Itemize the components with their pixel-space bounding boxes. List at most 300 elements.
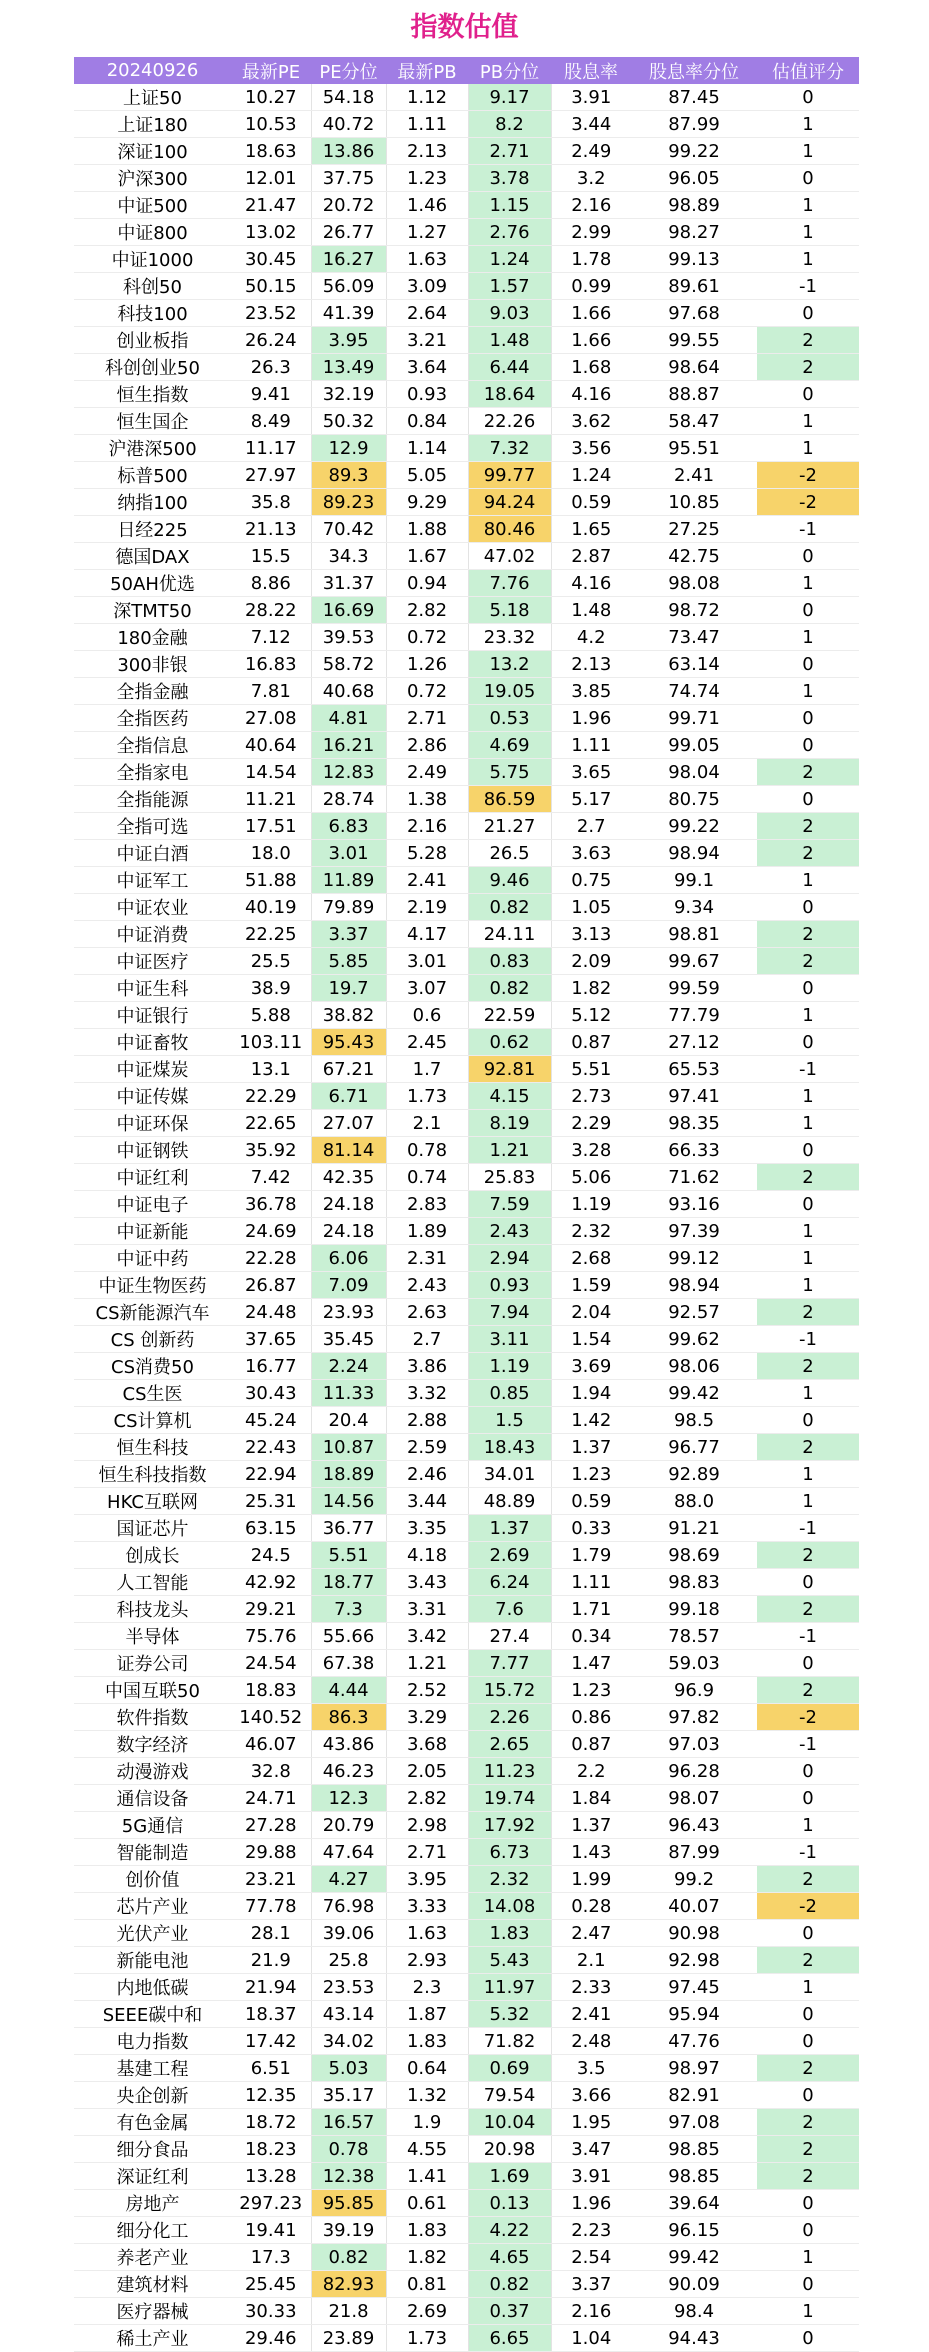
pb-percentile: 19.74 <box>468 1785 551 1812</box>
dividend-percentile: 90.09 <box>631 2271 757 2298</box>
pb-percentile: 2.69 <box>468 1542 551 1569</box>
index-name: 证券公司 <box>74 1650 231 1677</box>
pe-value: 30.43 <box>231 1380 311 1407</box>
dividend-yield: 1.42 <box>551 1407 631 1434</box>
index-name: 中证新能 <box>74 1218 231 1245</box>
pb-value: 5.05 <box>386 462 468 489</box>
pb-value: 2.86 <box>386 732 468 759</box>
index-name: 深证红利 <box>74 2163 231 2190</box>
valuation-score: 0 <box>757 1920 859 1947</box>
valuation-score: 2 <box>757 1866 859 1893</box>
pb-percentile: 11.97 <box>468 1974 551 2001</box>
index-name: 中证钢铁 <box>74 1137 231 1164</box>
dividend-percentile: 99.62 <box>631 1326 757 1353</box>
dividend-yield: 1.24 <box>551 462 631 489</box>
dividend-percentile: 97.03 <box>631 1731 757 1758</box>
pe-value: 17.42 <box>231 2028 311 2055</box>
pb-percentile: 6.73 <box>468 1839 551 1866</box>
pb-percentile: 1.48 <box>468 327 551 354</box>
pe-value: 35.8 <box>231 489 311 516</box>
pb-value: 3.31 <box>386 1596 468 1623</box>
pb-percentile: 47.02 <box>468 543 551 570</box>
valuation-score: 1 <box>757 246 859 273</box>
pe-percentile: 26.77 <box>311 219 386 246</box>
dividend-percentile: 92.98 <box>631 1947 757 1974</box>
pb-value: 3.09 <box>386 273 468 300</box>
pe-percentile: 36.77 <box>311 1515 386 1542</box>
table-row <box>74 1731 859 1758</box>
table-row <box>74 1893 859 1920</box>
table-row <box>74 867 859 894</box>
dividend-percentile: 98.85 <box>631 2163 757 2190</box>
pb-value: 1.14 <box>386 435 468 462</box>
index-name: 全指能源 <box>74 786 231 813</box>
pb-percentile: 22.26 <box>468 408 551 435</box>
pe-percentile: 43.14 <box>311 2001 386 2028</box>
page-title: 指数估值 <box>410 12 519 43</box>
pe-percentile: 5.03 <box>311 2055 386 2082</box>
pb-percentile: 0.62 <box>468 1029 551 1056</box>
dividend-yield: 5.51 <box>551 1056 631 1083</box>
valuation-score: 2 <box>757 1299 859 1326</box>
index-name: 全指医药 <box>74 705 231 732</box>
pb-percentile: 0.82 <box>468 894 551 921</box>
pb-value: 2.52 <box>386 1677 468 1704</box>
valuation-score: 1 <box>757 1974 859 2001</box>
pb-value: 2.41 <box>386 867 468 894</box>
pe-percentile: 23.93 <box>311 1299 386 1326</box>
dividend-percentile: 98.5 <box>631 1407 757 1434</box>
pb-percentile: 6.24 <box>468 1569 551 1596</box>
pe-value: 21.47 <box>231 192 311 219</box>
pb-percentile: 0.83 <box>468 948 551 975</box>
dividend-yield: 2.04 <box>551 1299 631 1326</box>
table-row <box>74 1569 859 1596</box>
dividend-yield: 1.04 <box>551 2325 631 2352</box>
table-row <box>74 2298 859 2325</box>
pb-percentile: 0.53 <box>468 705 551 732</box>
pe-value: 14.54 <box>231 759 311 786</box>
dividend-yield: 1.96 <box>551 705 631 732</box>
valuation-score: 2 <box>757 2163 859 2190</box>
pb-percentile: 1.57 <box>468 273 551 300</box>
dividend-yield: 5.06 <box>551 1164 631 1191</box>
dividend-percentile: 92.89 <box>631 1461 757 1488</box>
pe-value: 10.27 <box>231 84 311 111</box>
pb-percentile: 0.85 <box>468 1380 551 1407</box>
pe-value: 27.08 <box>231 705 311 732</box>
table-row <box>74 165 859 192</box>
pb-value: 3.32 <box>386 1380 468 1407</box>
pe-percentile: 21.8 <box>311 2298 386 2325</box>
dividend-yield: 2.68 <box>551 1245 631 1272</box>
index-name: SEEE碳中和 <box>74 2001 231 2028</box>
index-name: 180金融 <box>74 624 231 651</box>
pb-percentile: 4.69 <box>468 732 551 759</box>
dividend-yield: 2.41 <box>551 2001 631 2028</box>
pe-value: 8.86 <box>231 570 311 597</box>
dividend-yield: 5.17 <box>551 786 631 813</box>
pb-percentile: 15.72 <box>468 1677 551 1704</box>
index-name: CS生医 <box>74 1380 231 1407</box>
pe-value: 21.94 <box>231 1974 311 2001</box>
pb-percentile: 2.94 <box>468 1245 551 1272</box>
dividend-percentile: 27.12 <box>631 1029 757 1056</box>
pb-value: 0.64 <box>386 2055 468 2082</box>
pe-value: 50.15 <box>231 273 311 300</box>
index-name: 上证180 <box>74 111 231 138</box>
valuation-score: 0 <box>757 1137 859 1164</box>
header-dividend-percentile: 股息率分位 <box>631 57 757 84</box>
pe-percentile: 20.72 <box>311 192 386 219</box>
valuation-score: 0 <box>757 2028 859 2055</box>
pb-percentile: 6.44 <box>468 354 551 381</box>
valuation-score: 1 <box>757 138 859 165</box>
index-name: 深证100 <box>74 138 231 165</box>
pb-value: 3.64 <box>386 354 468 381</box>
pe-value: 26.24 <box>231 327 311 354</box>
pb-value: 2.19 <box>386 894 468 921</box>
index-name: 中证畜牧 <box>74 1029 231 1056</box>
pb-value: 1.12 <box>386 84 468 111</box>
pb-percentile: 7.59 <box>468 1191 551 1218</box>
pb-value: 0.72 <box>386 624 468 651</box>
pb-percentile: 9.03 <box>468 300 551 327</box>
dividend-yield: 1.05 <box>551 894 631 921</box>
valuation-score: 0 <box>757 1650 859 1677</box>
pb-value: 1.23 <box>386 165 468 192</box>
dividend-percentile: 98.64 <box>631 354 757 381</box>
index-name: 智能制造 <box>74 1839 231 1866</box>
pe-value: 22.25 <box>231 921 311 948</box>
pe-value: 36.78 <box>231 1191 311 1218</box>
dividend-yield: 0.87 <box>551 1731 631 1758</box>
header-pe: 最新PE <box>231 57 311 84</box>
pe-value: 27.97 <box>231 462 311 489</box>
dividend-yield: 1.47 <box>551 1650 631 1677</box>
index-name: 细分化工 <box>74 2217 231 2244</box>
index-name: HKC互联网 <box>74 1488 231 1515</box>
pe-value: 37.65 <box>231 1326 311 1353</box>
pb-percentile: 2.32 <box>468 1866 551 1893</box>
dividend-yield: 1.68 <box>551 354 631 381</box>
dividend-yield: 1.99 <box>551 1866 631 1893</box>
valuation-score: 0 <box>757 975 859 1002</box>
valuation-score: -1 <box>757 516 859 543</box>
pb-value: 0.74 <box>386 1164 468 1191</box>
pe-percentile: 42.35 <box>311 1164 386 1191</box>
table-row <box>74 840 859 867</box>
dividend-percentile: 59.03 <box>631 1650 757 1677</box>
dividend-yield: 1.78 <box>551 246 631 273</box>
dividend-yield: 0.34 <box>551 1623 631 1650</box>
pb-value: 1.41 <box>386 2163 468 2190</box>
valuation-score: 0 <box>757 1191 859 1218</box>
pb-value: 3.44 <box>386 1488 468 1515</box>
dividend-percentile: 99.05 <box>631 732 757 759</box>
table-row <box>74 1326 859 1353</box>
pe-value: 12.35 <box>231 2082 311 2109</box>
index-name: 科技100 <box>74 300 231 327</box>
index-name: 创成长 <box>74 1542 231 1569</box>
pb-value: 1.21 <box>386 1650 468 1677</box>
table-row <box>74 678 859 705</box>
pe-percentile: 32.19 <box>311 381 386 408</box>
dividend-percentile: 99.1 <box>631 867 757 894</box>
table-row <box>74 1704 859 1731</box>
pe-percentile: 7.3 <box>311 1596 386 1623</box>
valuation-score: 0 <box>757 732 859 759</box>
pe-value: 45.24 <box>231 1407 311 1434</box>
dividend-percentile: 94.43 <box>631 2325 757 2352</box>
pb-value: 0.78 <box>386 1137 468 1164</box>
table-row <box>74 2001 859 2028</box>
pb-percentile: 1.21 <box>468 1137 551 1164</box>
index-name: 央企创新 <box>74 2082 231 2109</box>
pb-percentile: 8.19 <box>468 1110 551 1137</box>
pe-value: 46.07 <box>231 1731 311 1758</box>
dividend-percentile: 99.13 <box>631 246 757 273</box>
table-row <box>74 111 859 138</box>
dividend-percentile: 2.41 <box>631 462 757 489</box>
table-row <box>74 1812 859 1839</box>
index-name: 中证白酒 <box>74 840 231 867</box>
dividend-yield: 4.16 <box>551 381 631 408</box>
pe-value: 25.45 <box>231 2271 311 2298</box>
index-name: 中国互联50 <box>74 1677 231 1704</box>
valuation-score: 0 <box>757 597 859 624</box>
pe-value: 17.3 <box>231 2244 311 2271</box>
index-name: 深TMT50 <box>74 597 231 624</box>
dividend-yield: 3.63 <box>551 840 631 867</box>
pe-value: 77.78 <box>231 1893 311 1920</box>
pb-value: 4.17 <box>386 921 468 948</box>
dividend-yield: 1.66 <box>551 300 631 327</box>
table-row <box>74 1083 859 1110</box>
table-row <box>74 1461 859 1488</box>
pb-value: 1.87 <box>386 2001 468 2028</box>
table-row <box>74 921 859 948</box>
pb-value: 2.13 <box>386 138 468 165</box>
pb-value: 2.05 <box>386 1758 468 1785</box>
pe-value: 103.11 <box>231 1029 311 1056</box>
pe-percentile: 89.23 <box>311 489 386 516</box>
pe-percentile: 24.18 <box>311 1218 386 1245</box>
table-row <box>74 1650 859 1677</box>
valuation-score: 0 <box>757 2271 859 2298</box>
table-row <box>74 2244 859 2271</box>
dividend-percentile: 99.2 <box>631 1866 757 1893</box>
dividend-yield: 0.99 <box>551 273 631 300</box>
pb-percentile: 1.37 <box>468 1515 551 1542</box>
valuation-score: 0 <box>757 2217 859 2244</box>
pe-value: 12.01 <box>231 165 311 192</box>
pe-value: 21.13 <box>231 516 311 543</box>
table-row <box>74 1623 859 1650</box>
dividend-percentile: 78.57 <box>631 1623 757 1650</box>
pb-percentile: 14.08 <box>468 1893 551 1920</box>
dividend-yield: 2.29 <box>551 1110 631 1137</box>
dividend-percentile: 98.94 <box>631 840 757 867</box>
pb-percentile: 0.37 <box>468 2298 551 2325</box>
valuation-score: 2 <box>757 1596 859 1623</box>
valuation-score: 1 <box>757 192 859 219</box>
pb-value: 3.29 <box>386 1704 468 1731</box>
pe-percentile: 38.82 <box>311 1002 386 1029</box>
pe-percentile: 47.64 <box>311 1839 386 1866</box>
pe-percentile: 40.72 <box>311 111 386 138</box>
valuation-score: 2 <box>757 813 859 840</box>
pb-percentile: 2.71 <box>468 138 551 165</box>
valuation-score: 0 <box>757 2001 859 2028</box>
dividend-yield: 3.62 <box>551 408 631 435</box>
index-name: 中证煤炭 <box>74 1056 231 1083</box>
pe-percentile: 41.39 <box>311 300 386 327</box>
pe-value: 29.46 <box>231 2325 311 2352</box>
pe-percentile: 28.74 <box>311 786 386 813</box>
pe-value: 18.63 <box>231 138 311 165</box>
valuation-score: 2 <box>757 1947 859 1974</box>
pe-value: 13.02 <box>231 219 311 246</box>
dividend-percentile: 74.74 <box>631 678 757 705</box>
pb-percentile: 1.5 <box>468 1407 551 1434</box>
pe-percentile: 4.44 <box>311 1677 386 1704</box>
pe-value: 9.41 <box>231 381 311 408</box>
pe-percentile: 86.3 <box>311 1704 386 1731</box>
pe-percentile: 39.06 <box>311 1920 386 1947</box>
dividend-percentile: 99.22 <box>631 813 757 840</box>
table-row <box>74 1299 859 1326</box>
table-row <box>74 489 859 516</box>
pb-value: 1.63 <box>386 246 468 273</box>
table-row <box>74 1110 859 1137</box>
dividend-percentile: 91.21 <box>631 1515 757 1542</box>
pe-percentile: 10.87 <box>311 1434 386 1461</box>
dividend-yield: 3.2 <box>551 165 631 192</box>
dividend-percentile: 90.98 <box>631 1920 757 1947</box>
pe-value: 27.28 <box>231 1812 311 1839</box>
pb-value: 1.46 <box>386 192 468 219</box>
dividend-percentile: 10.85 <box>631 489 757 516</box>
pb-value: 5.28 <box>386 840 468 867</box>
pe-value: 32.8 <box>231 1758 311 1785</box>
table-row <box>74 1488 859 1515</box>
pb-percentile: 1.83 <box>468 1920 551 1947</box>
header-dividend-yield: 股息率 <box>551 57 631 84</box>
table-row <box>74 381 859 408</box>
table-row <box>74 138 859 165</box>
pe-value: 24.71 <box>231 1785 311 1812</box>
index-name: 全指金融 <box>74 678 231 705</box>
pe-value: 40.64 <box>231 732 311 759</box>
pe-percentile: 6.83 <box>311 813 386 840</box>
valuation-score: 1 <box>757 219 859 246</box>
dividend-yield: 3.13 <box>551 921 631 948</box>
dividend-percentile: 96.05 <box>631 165 757 192</box>
table-row <box>74 624 859 651</box>
pe-percentile: 34.3 <box>311 543 386 570</box>
pe-percentile: 46.23 <box>311 1758 386 1785</box>
pe-value: 29.88 <box>231 1839 311 1866</box>
dividend-percentile: 71.62 <box>631 1164 757 1191</box>
index-name: 德国DAX <box>74 543 231 570</box>
dividend-yield: 2.13 <box>551 651 631 678</box>
pe-percentile: 54.18 <box>311 84 386 111</box>
index-name: 标普500 <box>74 462 231 489</box>
dividend-yield: 1.95 <box>551 2109 631 2136</box>
index-name: 中证军工 <box>74 867 231 894</box>
table-row <box>74 1920 859 1947</box>
dividend-percentile: 98.07 <box>631 1785 757 1812</box>
valuation-score: 1 <box>757 111 859 138</box>
pb-value: 1.83 <box>386 2217 468 2244</box>
index-name: 中证生科 <box>74 975 231 1002</box>
valuation-score: 0 <box>757 2325 859 2352</box>
valuation-score: -1 <box>757 1623 859 1650</box>
pb-percentile: 17.92 <box>468 1812 551 1839</box>
index-name: CS消费50 <box>74 1353 231 1380</box>
dividend-percentile: 98.08 <box>631 570 757 597</box>
dividend-percentile: 9.34 <box>631 894 757 921</box>
dividend-yield: 0.33 <box>551 1515 631 1542</box>
valuation-score: 1 <box>757 2298 859 2325</box>
dividend-yield: 2.32 <box>551 1218 631 1245</box>
pe-percentile: 27.07 <box>311 1110 386 1137</box>
pb-value: 2.31 <box>386 1245 468 1272</box>
pb-percentile: 86.59 <box>468 786 551 813</box>
dividend-percentile: 82.91 <box>631 2082 757 2109</box>
valuation-score: 0 <box>757 2190 859 2217</box>
dividend-yield: 2.48 <box>551 2028 631 2055</box>
pe-value: 16.83 <box>231 651 311 678</box>
pb-value: 0.84 <box>386 408 468 435</box>
dividend-percentile: 99.59 <box>631 975 757 1002</box>
pe-percentile: 0.78 <box>311 2136 386 2163</box>
pe-value: 40.19 <box>231 894 311 921</box>
valuation-score: 1 <box>757 867 859 894</box>
table-row <box>74 759 859 786</box>
valuation-score: 0 <box>757 1407 859 1434</box>
dividend-yield: 2.16 <box>551 2298 631 2325</box>
dividend-percentile: 95.51 <box>631 435 757 462</box>
header-row <box>74 57 859 84</box>
pe-percentile: 6.06 <box>311 1245 386 1272</box>
index-name: 人工智能 <box>74 1569 231 1596</box>
pb-percentile: 2.76 <box>468 219 551 246</box>
pb-value: 3.07 <box>386 975 468 1002</box>
dividend-percentile: 92.57 <box>631 1299 757 1326</box>
index-name: 5G通信 <box>74 1812 231 1839</box>
index-name: 恒生指数 <box>74 381 231 408</box>
index-name: 电力指数 <box>74 2028 231 2055</box>
dividend-yield: 2.87 <box>551 543 631 570</box>
valuation-score: 0 <box>757 651 859 678</box>
dividend-yield: 1.94 <box>551 1380 631 1407</box>
valuation-score: 2 <box>757 759 859 786</box>
table-row <box>74 219 859 246</box>
valuation-score: 2 <box>757 1434 859 1461</box>
pb-value: 1.83 <box>386 2028 468 2055</box>
dividend-percentile: 65.53 <box>631 1056 757 1083</box>
table-row <box>74 1191 859 1218</box>
pe-percentile: 4.81 <box>311 705 386 732</box>
index-name: 创价值 <box>74 1866 231 1893</box>
pe-value: 13.1 <box>231 1056 311 1083</box>
pb-percentile: 0.82 <box>468 2271 551 2298</box>
pb-value: 2.59 <box>386 1434 468 1461</box>
pe-value: 18.83 <box>231 1677 311 1704</box>
pb-percentile: 5.18 <box>468 597 551 624</box>
